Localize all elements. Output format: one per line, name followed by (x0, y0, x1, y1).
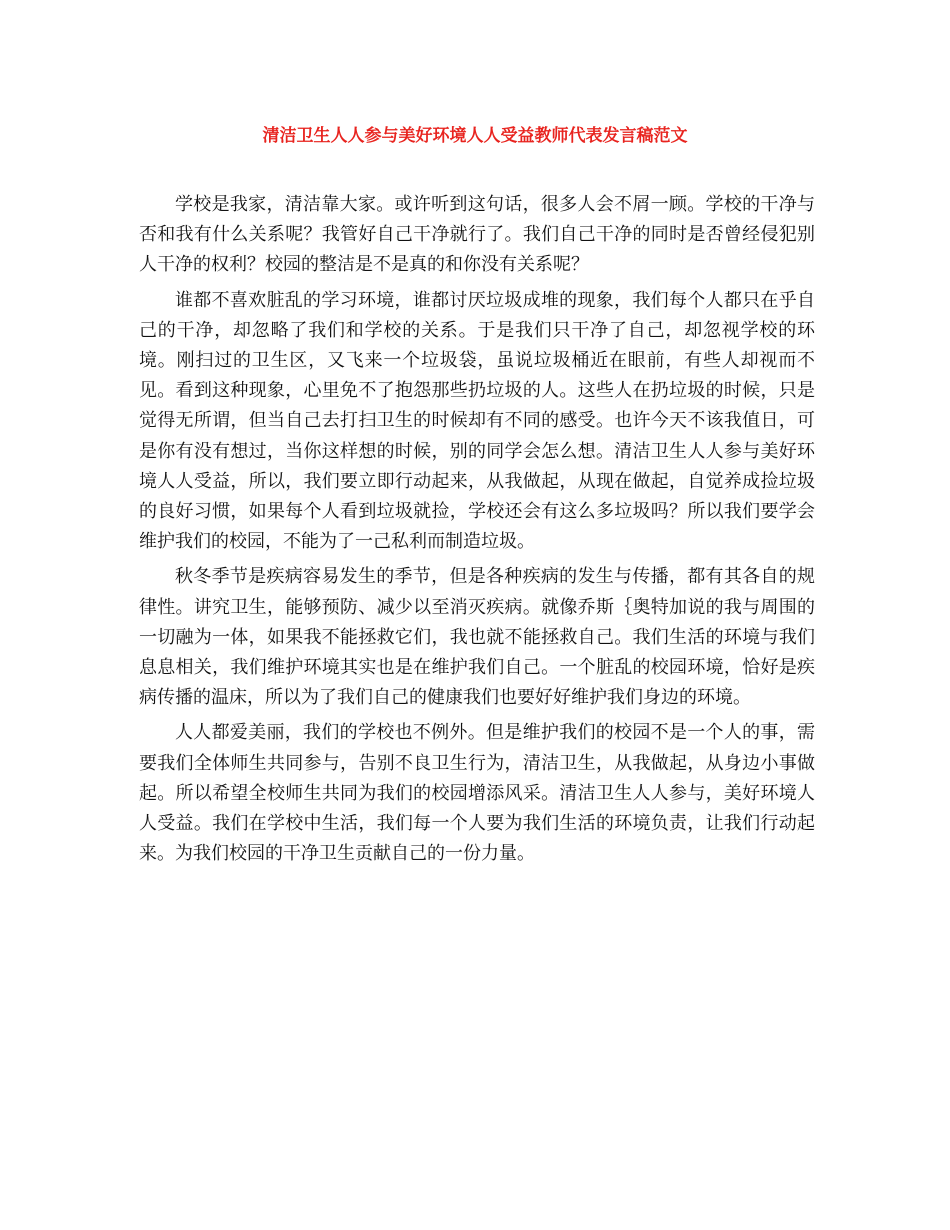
paragraph-3: 秋冬季节是疾病容易发生的季节，但是各种疾病的发生与传播，都有其各自的规律性。讲究卫生，能够预防、减少以至消灭疾病。就像乔斯｛奥特加说的我与周围的一切融为一体，如果我不能拯救它们，我也就不能拯救自己。我们生活的环境与我们息息相关，我们维护环境其实也是在维护我们自己。一个脏乱的校园环境，恰好是疾病传播的温床，所以为了我们自己的健康我们也要好好维护我们身边的环境。 (139, 566, 815, 709)
document-title: 清洁卫生人人参与美好环境人人受益教师代表发言稿范文 (262, 126, 688, 146)
paragraph-4: 人人都爱美丽，我们的学校也不例外。但是维护我们的校园不是一个人的事，需要我们全体师生共同参与，告别不良卫生行为，清洁卫生，从我做起，从身边小事做起。所以希望全校师生共同为我们的校园增添风采。清洁卫生人人参与，美好环境人人受益。我们在学校中生活，我们每一个人要为我们生活的环境负责，让我们行动起来。为我们校园的干净卫生贡献自己的一份力量。 (139, 722, 815, 865)
document-body (139, 190, 815, 874)
paragraph-1: 学校是我家，清洁靠大家。或许听到这句话，很多人会不屑一顾。学校的干净与否和我有什么关系呢？我管好自己干净就行了。我们自己干净的同时是否曾经侵犯别人干净的权利？校园的整洁是不是真的和你没有关系呢？ (139, 194, 815, 276)
paragraph-2: 谁都不喜欢脏乱的学习环境，谁都讨厌垃圾成堆的现象，我们每个人都只在乎自己的干净，却忽略了我们和学校的关系。于是我们只干净了自己，却忽视学校的环境。刚扫过的卫生区，又飞来一个垃圾袋，虽说垃圾桶近在眼前，有些人却视而不见。看到这种现象，心里免不了抱怨那些扔垃圾的人。这些人在扔垃圾的时候，只是觉得无所谓，但当自己去打扫卫生的时候却有不同的感受。也许今天不该我值日，可是你有没有想过，当你这样想的时候，别的同学会怎么想。清洁卫生人人参与美好环境人人受益，所以，我们要立即行动起来，从我做起，从现在做起，自觉养成捡垃圾的良好习惯，如果每个人看到垃圾就捡，学校还会有这么多垃圾吗？所以我们要学会维护我们的校园，不能为了一己私利而制造垃圾。 (139, 289, 815, 553)
